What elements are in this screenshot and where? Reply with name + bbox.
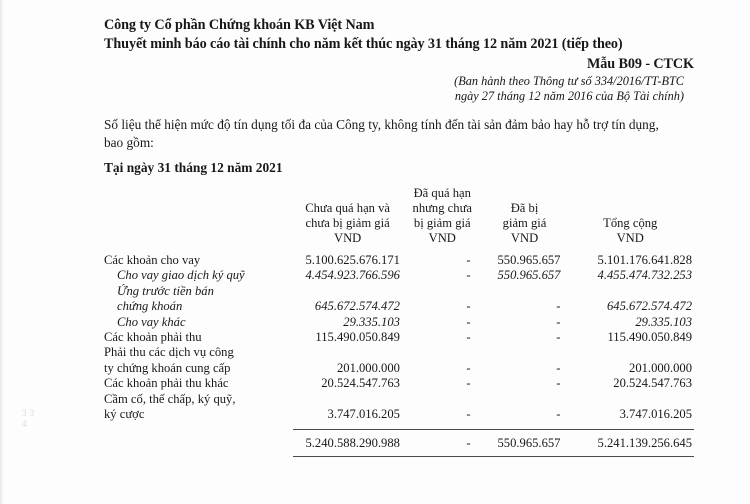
header-line: Đã bị <box>510 201 539 215</box>
spacer-cell <box>293 422 694 430</box>
row-total: 29.335.103 <box>635 314 692 329</box>
row-impaired: 550.965.657 <box>497 268 561 283</box>
row-overdue-not-impaired: - <box>466 376 471 391</box>
row-overdue-not-impaired: - <box>466 407 471 422</box>
row-total <box>566 345 694 360</box>
row-overdue-not-impaired: - <box>466 330 471 345</box>
total-overdue-not-impaired: - <box>402 430 483 457</box>
spacer-cell <box>104 246 694 253</box>
total-impaired: 550.965.657 <box>483 430 567 457</box>
spacer-cell <box>104 457 293 472</box>
row-overdue-not-impaired: - <box>466 268 471 283</box>
header-unit: VND <box>616 231 644 245</box>
header-line: nhưng chưa <box>412 201 472 215</box>
row-total <box>566 392 694 407</box>
header-line: bị giảm giá <box>413 216 471 230</box>
row-not-overdue-not-impaired: 201.000.000 <box>336 360 400 375</box>
table-row <box>104 268 694 283</box>
row-overdue-not-impaired <box>402 392 483 407</box>
table-row <box>104 330 694 345</box>
row-label: ký cược <box>104 407 145 422</box>
circular-reference-line1: (Ban hành theo Thông tư số 334/2016/TT-BTC <box>454 74 684 88</box>
form-code: Mẫu B09 - CTCK <box>587 56 694 72</box>
row-impaired <box>483 284 567 299</box>
row-label: Phải thu các dịch vụ công <box>104 345 234 360</box>
header-col-total <box>566 186 694 246</box>
row-not-overdue-not-impaired <box>293 284 402 299</box>
row-not-overdue-not-impaired: 5.100.625.676.171 <box>305 253 400 267</box>
total-total: 5.241.139.256.645 <box>566 430 694 457</box>
row-overdue-not-impaired <box>402 284 483 299</box>
row-not-overdue-not-impaired: 115.490.050.849 <box>315 330 400 345</box>
row-overdue-not-impaired: - <box>466 360 471 375</box>
credit-exposure-table <box>104 186 694 472</box>
company-name: Công ty Cổ phần Chứng khoán KB Việt Nam <box>104 17 375 33</box>
total-bottom-rule-row <box>104 457 694 472</box>
row-not-overdue-not-impaired <box>293 345 402 360</box>
row-total: 5.101.176.641.828 <box>597 253 692 267</box>
total-not-overdue-not-impaired: 5.240.588.290.988 <box>293 430 402 457</box>
as-of-date-heading: Tại ngày 31 tháng 12 năm 2021 <box>104 160 283 175</box>
row-label: Cho vay khác <box>117 314 186 329</box>
row-label: ty chứng khoán cung cấp <box>104 360 231 375</box>
row-total: 115.490.050.849 <box>607 330 692 345</box>
table-row <box>104 376 694 391</box>
row-impaired <box>483 345 567 360</box>
header-line: Chưa quá hạn và <box>305 201 391 215</box>
row-not-overdue-not-impaired: 4.454.923.766.596 <box>305 268 400 283</box>
spacer-cell <box>104 422 293 430</box>
row-total <box>566 284 694 299</box>
row-impaired: - <box>556 407 561 422</box>
intro-paragraph: Số liệu thể hiện mức độ tín dụng tối đa của Công ty, không tính đến tài sản đảm bảo hay hỗ trợ tín dụng, bao gồm: <box>104 117 659 150</box>
row-label: Cho vay giao dịch ký quỹ <box>117 268 245 283</box>
row-impaired: 550.965.657 <box>497 253 561 267</box>
header-spacer-row <box>104 246 694 253</box>
header-col-not-overdue-not-impaired <box>293 186 402 246</box>
row-impaired: - <box>556 376 561 391</box>
row-label: Các khoản cho vay <box>104 253 201 267</box>
row-not-overdue-not-impaired <box>293 392 402 407</box>
header-line: giảm giá <box>502 216 547 230</box>
row-total: 20.524.547.763 <box>613 376 692 391</box>
header-unit: VND <box>333 231 362 245</box>
table-row <box>104 315 694 330</box>
row-total: 201.000.000 <box>629 360 692 375</box>
table-body <box>104 253 694 472</box>
header-unit: VND <box>428 231 456 245</box>
row-total: 3.747.016.205 <box>619 407 692 422</box>
table-header-row <box>104 186 694 246</box>
row-impaired: - <box>556 330 561 345</box>
header-line: Đã quá hạn <box>413 186 471 200</box>
row-label: Các khoản phải thu <box>104 330 202 345</box>
row-overdue-not-impaired: - <box>466 314 471 329</box>
row-impaired: - <box>556 299 561 314</box>
row-not-overdue-not-impaired: 20.524.547.763 <box>321 376 400 391</box>
table-row <box>104 284 694 299</box>
row-impaired: - <box>556 360 561 375</box>
header-line: chưa bị giảm giá <box>305 216 390 230</box>
total-label <box>104 430 293 457</box>
total-gap-row <box>104 422 694 430</box>
table-row <box>104 407 694 422</box>
table-row <box>104 299 694 314</box>
row-not-overdue-not-impaired: 645.672.574.472 <box>314 299 400 314</box>
row-overdue-not-impaired: - <box>466 299 471 314</box>
row-not-overdue-not-impaired: 3.747.016.205 <box>327 407 400 422</box>
row-label: Cầm cố, thế chấp, ký quỹ, <box>104 391 236 406</box>
header-line: Tổng cộng <box>603 216 658 230</box>
row-total: 4.455.474.732.253 <box>597 268 692 283</box>
row-label: Các khoản phải thu khác <box>104 376 229 391</box>
bottom-rule <box>293 457 694 472</box>
row-overdue-not-impaired <box>402 345 483 360</box>
table-row <box>104 392 694 407</box>
circular-reference-line2: ngày 27 tháng 12 năm 2016 của Bộ Tài chính) <box>454 89 684 103</box>
letterhead <box>104 16 694 104</box>
margin-scan-mark: 3 3 4 <box>22 408 35 429</box>
header-unit: VND <box>510 231 539 245</box>
row-impaired <box>483 392 567 407</box>
header-label-cell <box>104 186 293 246</box>
row-total: 645.672.574.472 <box>606 299 692 314</box>
row-label: chứng khoán <box>117 299 183 314</box>
table-row <box>104 345 694 360</box>
table-header <box>104 186 694 253</box>
table-row <box>104 253 694 268</box>
total-row <box>104 430 694 457</box>
row-impaired: - <box>556 314 561 329</box>
table-row <box>104 361 694 376</box>
statement-title: Thuyết minh báo cáo tài chính cho năm kết thúc ngày 31 tháng 12 năm 2021 (tiếp theo) <box>104 36 623 52</box>
row-overdue-not-impaired: - <box>466 253 471 267</box>
row-not-overdue-not-impaired: 29.335.103 <box>343 314 400 329</box>
header-col-impaired <box>483 186 567 246</box>
header-col-overdue-not-impaired <box>402 186 483 246</box>
page-edge-shading <box>0 0 4 504</box>
row-label: Ứng trước tiền bán <box>117 283 214 298</box>
